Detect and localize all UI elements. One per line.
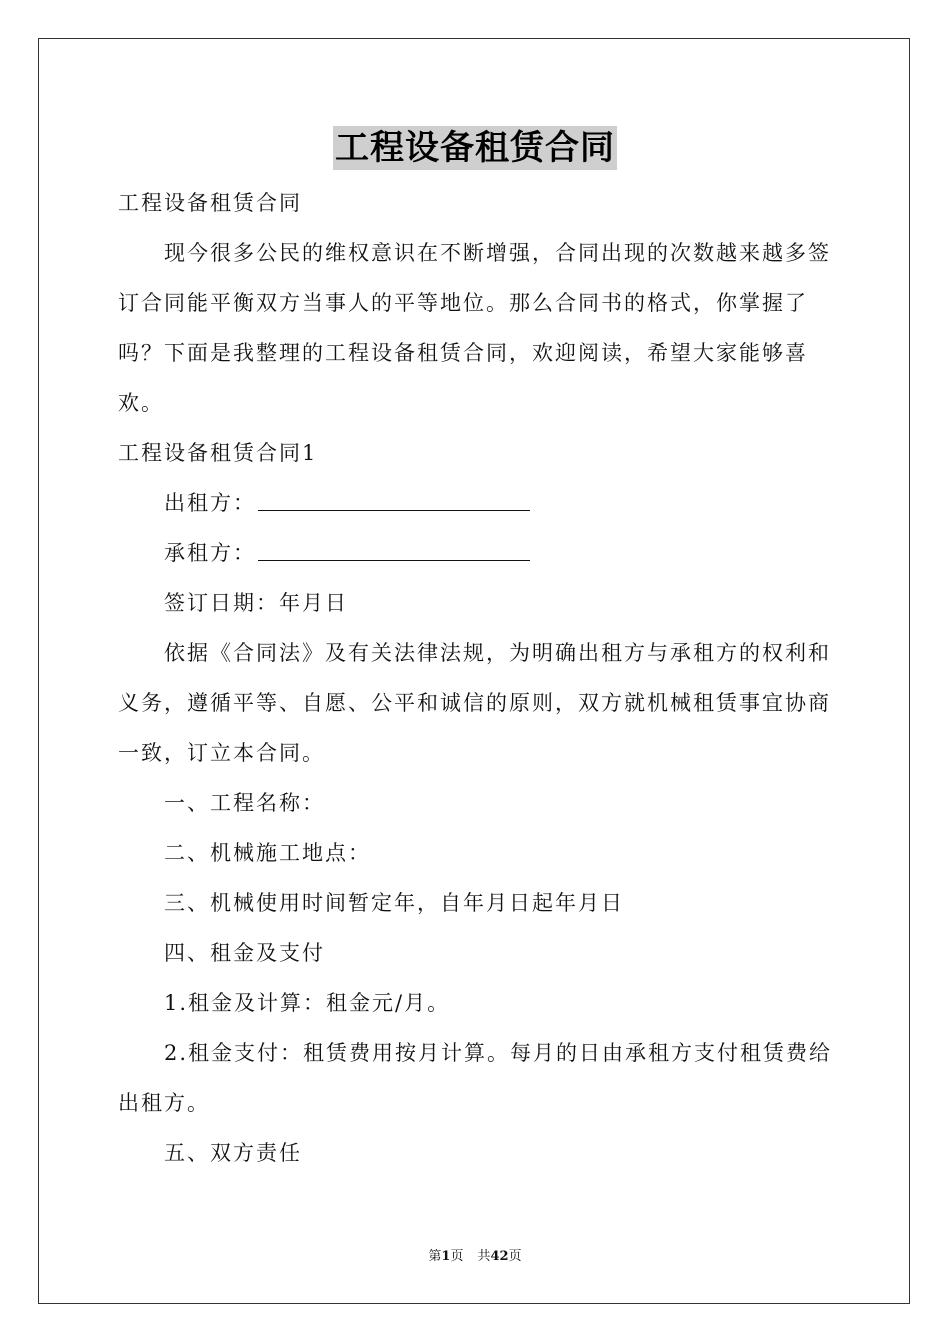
lessor-blank bbox=[258, 498, 530, 511]
lessor-label: 出租方： bbox=[164, 491, 256, 515]
total-suffix: 页 bbox=[508, 1249, 522, 1264]
intro-paragraph: 现今很多公民的维权意识在不断增强，合同出现的次数越来越多签订合同能平衡双方当事人的平等地位。那么合同书的格式，你掌握了吗？下面是我整理的工程设备租赁合同，欢迎阅读，希望大家能够喜欢。 bbox=[118, 241, 831, 415]
clause-site: 二、机械施工地点： bbox=[164, 841, 371, 865]
document-title: 工程设备租赁合同 bbox=[335, 128, 615, 168]
document-body bbox=[118, 178, 834, 1178]
clause-responsibilities: 五、双方责任 bbox=[164, 1141, 302, 1165]
total-prefix: 共 bbox=[477, 1249, 491, 1264]
page-suffix: 页 bbox=[450, 1249, 464, 1264]
section-heading: 工程设备租赁合同1 bbox=[118, 441, 318, 465]
page-footer bbox=[0, 1248, 950, 1266]
clause-rent-calc: 1.租金及计算：租金元/月。 bbox=[164, 991, 451, 1015]
title-area bbox=[0, 126, 950, 170]
lessee-label: 承租方： bbox=[164, 541, 256, 565]
page-prefix: 第 bbox=[428, 1249, 442, 1264]
sign-date-line: 签订日期：年月日 bbox=[164, 591, 348, 615]
clause-rent-payment: 2.租金支付：租赁费用按月计算。每月的日由承租方支付租赁费给出租方。 bbox=[118, 1041, 833, 1115]
lessee-blank bbox=[258, 548, 530, 561]
clause-period: 三、机械使用时间暂定年，自年月日起年月日 bbox=[164, 891, 624, 915]
clause-project-name: 一、工程名称： bbox=[164, 791, 325, 815]
clause-rent: 四、租金及支付 bbox=[164, 941, 325, 965]
basis-paragraph: 依据《合同法》及有关法律法规，为明确出租方与承租方的权利和义务，遵循平等、自愿、公平和诚信的原则，双方就机械租赁事宜协商一致，订立本合同。 bbox=[118, 641, 831, 765]
subtitle: 工程设备租赁合同 bbox=[118, 191, 302, 215]
total-pages: 42 bbox=[490, 1249, 509, 1264]
lessee-line bbox=[118, 528, 834, 578]
lessor-line bbox=[118, 478, 834, 528]
page-number: 1 bbox=[441, 1249, 451, 1264]
